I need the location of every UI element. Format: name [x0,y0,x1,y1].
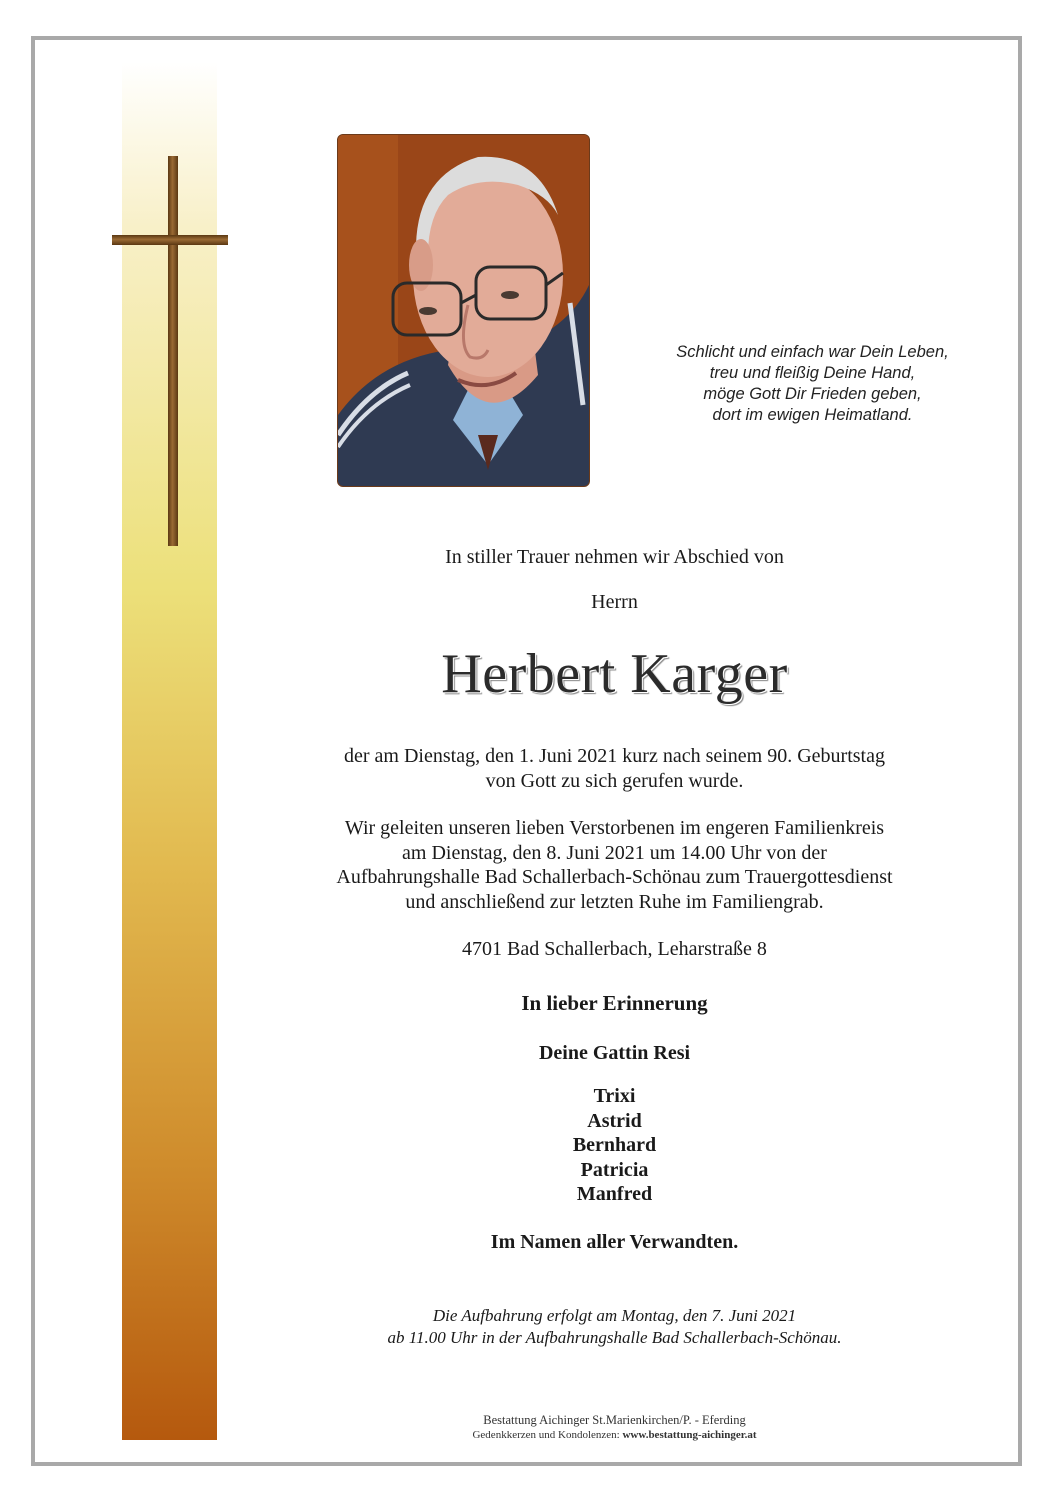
mourner-name: Astrid [587,1109,642,1132]
condolence-label: Gedenkkerzen und Kondolenzen: [472,1429,620,1441]
funeral-line: Aufbahrungshalle Bad Schallerbach-Schönau zum Trauergottesdienst [336,866,893,888]
viewing-line: ab 11.00 Uhr in der Aufbahrungshalle Bad Schallerbach-Schönau. [387,1328,842,1347]
funeral-line: am Dienstag, den 8. Juni 2021 um 14.00 Uhr von der [402,841,827,864]
funeral-line: Wir geleiten unseren lieben Verstorbenen im engeren Familienkreis [344,817,885,839]
cross-icon [168,156,178,546]
poem-line: möge Gott Dir Frieden geben, [703,385,922,403]
cross-icon-beam [112,235,228,245]
poem [600,342,1025,426]
funeral-home-name: Bestattung Aichinger St.Marienkirchen/P. - Eferding [483,1413,746,1427]
spouse-name: Deine Gattin Resi [538,1042,691,1064]
condolence-line [227,1428,1002,1443]
mourner-name: Patricia [580,1158,649,1181]
salutation: Herrn [591,591,638,613]
viewing-line: Die Aufbahrung erfolgt am Montag, den 7. Juni 2021 [432,1306,797,1325]
viewing-notice [227,1305,1002,1349]
funeral-details [227,816,1002,914]
mourner-name: Bernhard [572,1134,657,1156]
mourner-name: Manfred [576,1183,653,1205]
poem-line: Schlicht und einfach war Dein Leben, [676,343,949,361]
website-link[interactable]: www.bestattung-aichinger.at [622,1429,757,1441]
death-notice-line: der am Dienstag, den 1. Juni 2021 kurz nach seinem 90. Geburtstag [344,745,885,767]
mourners-list [227,1084,1002,1207]
deceased-name: Herbert Karger [441,643,788,705]
funeral-line: und anschließend zur letzten Ruhe im Familiengrab. [405,890,824,913]
death-notice [227,744,1002,793]
portrait-photo [337,134,590,487]
relatives-line: Im Namen aller Verwandten. [490,1231,739,1253]
mourner-name: Trixi [593,1085,636,1107]
poem-line: treu und fleißig Deine Hand, [709,364,916,382]
poem-line: dort im ewigen Heimatland. [712,406,913,424]
intro-text: In stiller Trauer nehmen wir Abschied von [445,546,784,568]
address: 4701 Bad Schallerbach, Leharstraße 8 [462,938,767,960]
death-notice-line: von Gott zu sich gerufen wurde. [485,769,744,792]
footer [227,1413,1002,1443]
remembrance-heading: In lieber Erinnerung [521,991,708,1015]
